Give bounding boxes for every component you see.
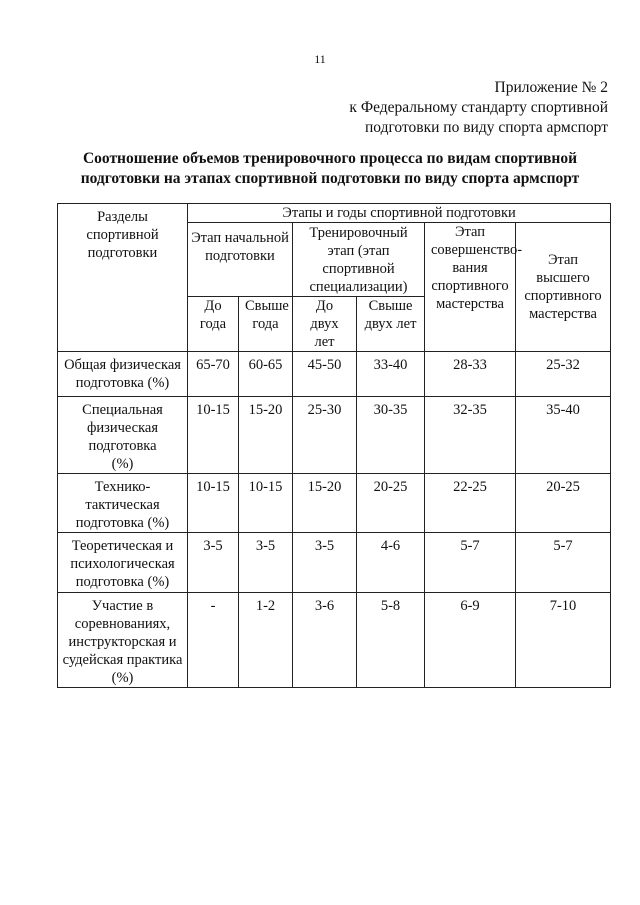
- header-row-1: [58, 204, 611, 223]
- value-cell: 30-35: [357, 397, 425, 474]
- stage-highest-header: Этап высшего спортивного мастерства: [516, 223, 611, 352]
- value-cell: 25-32: [516, 352, 611, 397]
- table-row: [58, 352, 611, 397]
- value-cell: 45-50: [293, 352, 357, 397]
- value-cell: 25-30: [293, 397, 357, 474]
- sub-over-two-years: Свыше двух лет: [357, 297, 425, 352]
- value-cell: 20-25: [516, 474, 611, 533]
- value-cell: 20-25: [357, 474, 425, 533]
- sub-over-year: Свыше года: [239, 297, 293, 352]
- table-row: [58, 474, 611, 533]
- title-line-2: подготовки на этапах спортивной подготовки по виду спорта армспорт: [80, 170, 580, 187]
- value-cell: 10-15: [188, 474, 239, 533]
- row-label: Общая физическая подготовка (%): [58, 352, 188, 397]
- row-label: Участие в соревнованиях, инструкторская и судейская практика (%): [58, 593, 188, 688]
- value-cell: 33-40: [357, 352, 425, 397]
- row-label: Технико-тактическая подготовка (%): [58, 474, 188, 533]
- value-cell: 3-5: [188, 533, 239, 593]
- value-cell: 10-15: [239, 474, 293, 533]
- stage-training-header: Тренировочный этап (этап спортивной специализации): [293, 223, 425, 297]
- value-cell: 10-15: [188, 397, 239, 474]
- value-cell: 35-40: [516, 397, 611, 474]
- value-cell: 6-9: [425, 593, 516, 688]
- appendix-line-1: Приложение № 2: [494, 79, 608, 96]
- appendix-line-3: подготовки по виду спорта армспорт: [364, 119, 608, 136]
- table-row: [58, 533, 611, 593]
- row-label: Специальная физическая подготовка (%): [58, 397, 188, 474]
- document-title: [60, 149, 600, 189]
- sub-up-to-year: До года: [188, 297, 239, 352]
- value-cell: 7-10: [516, 593, 611, 688]
- value-cell: 5-7: [425, 533, 516, 593]
- row-label: Теоретическая и психологическая подготовка (%): [58, 533, 188, 593]
- title-line-1: Соотношение объемов тренировочного процесса по видам спортивной: [82, 150, 578, 167]
- table-row: [58, 593, 611, 688]
- value-cell: 3-6: [293, 593, 357, 688]
- table-row: [58, 397, 611, 474]
- value-cell: 3-5: [293, 533, 357, 593]
- value-cell: 1-2: [239, 593, 293, 688]
- page-number: 11: [314, 52, 326, 66]
- stages-header: Этапы и годы спортивной подготовки: [188, 204, 611, 223]
- value-cell: 15-20: [239, 397, 293, 474]
- value-cell: 5-8: [357, 593, 425, 688]
- value-cell: 65-70: [188, 352, 239, 397]
- value-cell: 60-65: [239, 352, 293, 397]
- value-cell: 28-33: [425, 352, 516, 397]
- training-ratio-table: [57, 203, 611, 688]
- value-cell: 32-35: [425, 397, 516, 474]
- value-cell: 22-25: [425, 474, 516, 533]
- value-cell: 4-6: [357, 533, 425, 593]
- appendix-line-2: к Федеральному стандарту спортивной: [349, 99, 608, 116]
- sub-up-to-two-years: До двух лет: [293, 297, 357, 352]
- appendix-note: [349, 78, 608, 138]
- stage-improvement-header: Этап совершенство-вания спортивного мастерства: [425, 223, 516, 352]
- value-cell: 3-5: [239, 533, 293, 593]
- sections-header: Разделы спортивной подготовки: [58, 204, 188, 352]
- value-cell: -: [188, 593, 239, 688]
- value-cell: 15-20: [293, 474, 357, 533]
- value-cell: 5-7: [516, 533, 611, 593]
- stage-initial-header: Этап начальной подготовки: [188, 223, 293, 297]
